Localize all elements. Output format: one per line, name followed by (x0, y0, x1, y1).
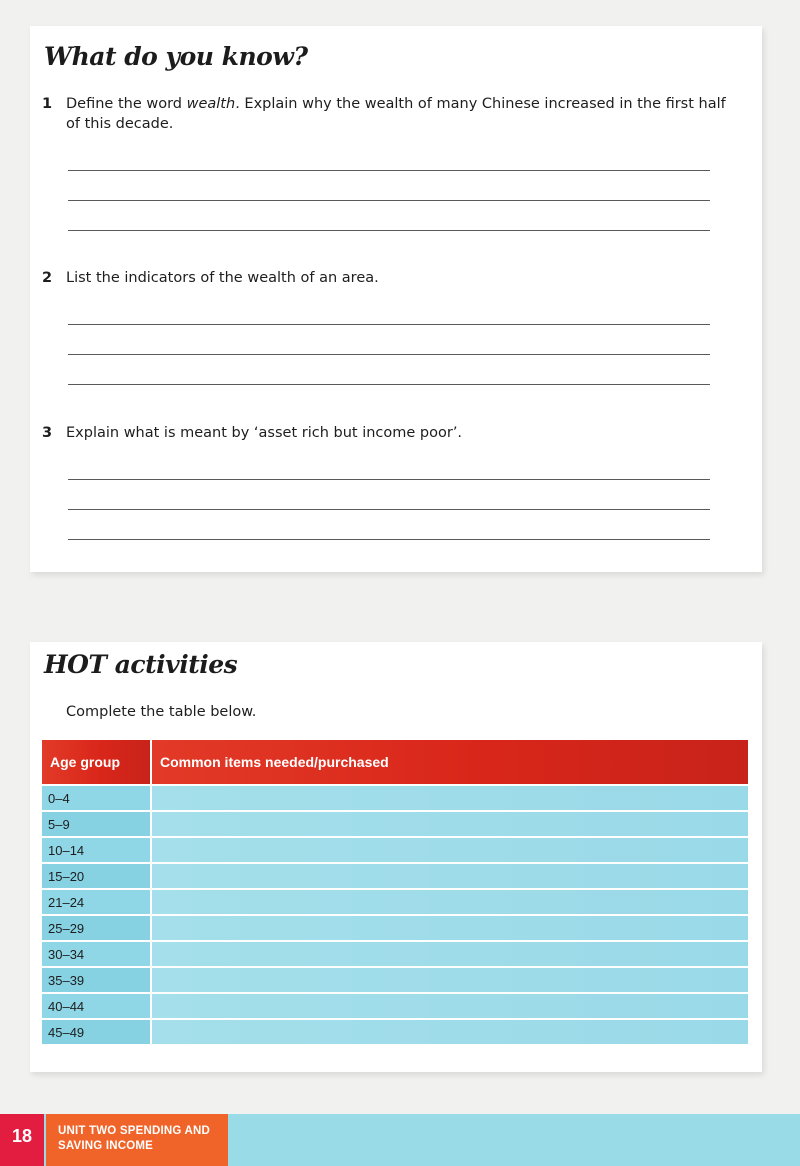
what-do-you-know-panel (30, 26, 762, 572)
answer-line[interactable] (68, 479, 710, 480)
items-cell[interactable] (152, 1020, 748, 1044)
question-text: List the indicators of the wealth of an area. (66, 270, 379, 286)
section-title-know: What do you know? (44, 42, 308, 71)
answer-line[interactable] (68, 539, 710, 540)
age-group-cell: 40–44 (42, 994, 152, 1018)
header-age-group: Age group (42, 740, 152, 784)
question-emphasis: wealth (186, 96, 236, 112)
table-row (42, 994, 748, 1018)
question-1 (42, 94, 742, 134)
table-row (42, 786, 748, 810)
question-2 (42, 268, 742, 288)
age-group-cell: 35–39 (42, 968, 152, 992)
table-row (42, 916, 748, 940)
table-row (42, 968, 748, 992)
items-cell[interactable] (152, 838, 748, 862)
age-group-cell: 0–4 (42, 786, 152, 810)
page-number: 18 (0, 1114, 44, 1166)
table-row (42, 1020, 748, 1044)
age-group-cell: 25–29 (42, 916, 152, 940)
items-cell[interactable] (152, 942, 748, 966)
answer-line[interactable] (68, 384, 710, 385)
items-cell[interactable] (152, 812, 748, 836)
table-row (42, 812, 748, 836)
age-group-cell: 21–24 (42, 890, 152, 914)
items-cell[interactable] (152, 994, 748, 1018)
age-group-cell: 30–34 (42, 942, 152, 966)
question-3 (42, 423, 742, 443)
hot-activities-panel (30, 642, 762, 1072)
age-group-cell: 10–14 (42, 838, 152, 862)
question-number: 1 (42, 96, 53, 112)
table-row (42, 864, 748, 888)
age-group-cell: 5–9 (42, 812, 152, 836)
items-cell[interactable] (152, 890, 748, 914)
unit-label: UNIT TWO SPENDING AND SAVING INCOME (46, 1114, 228, 1166)
answer-line[interactable] (68, 354, 710, 355)
question-text: Explain what is meant by ‘asset rich but income poor’. (66, 425, 463, 441)
header-common-items: Common items needed/purchased (152, 740, 748, 784)
answer-line[interactable] (68, 509, 710, 510)
question-text: Define the word (66, 96, 187, 112)
answer-line[interactable] (68, 200, 710, 201)
section-title-hot: HOT activities (44, 650, 238, 679)
table-row (42, 890, 748, 914)
age-group-cell: 15–20 (42, 864, 152, 888)
table-instruction: Complete the table below. (66, 704, 257, 720)
items-cell[interactable] (152, 916, 748, 940)
answer-line[interactable] (68, 170, 710, 171)
table-header-row (42, 740, 748, 784)
question-text: . Explain why the wealth of many Chinese increased in the first half of this decade. (66, 96, 726, 132)
items-cell[interactable] (152, 864, 748, 888)
table-row (42, 838, 748, 862)
question-number: 3 (42, 425, 53, 441)
items-cell[interactable] (152, 786, 748, 810)
age-group-cell: 45–49 (42, 1020, 152, 1044)
age-group-table (42, 738, 748, 1046)
answer-line[interactable] (68, 230, 710, 231)
answer-line[interactable] (68, 324, 710, 325)
table-row (42, 942, 748, 966)
question-number: 2 (42, 270, 53, 286)
items-cell[interactable] (152, 968, 748, 992)
